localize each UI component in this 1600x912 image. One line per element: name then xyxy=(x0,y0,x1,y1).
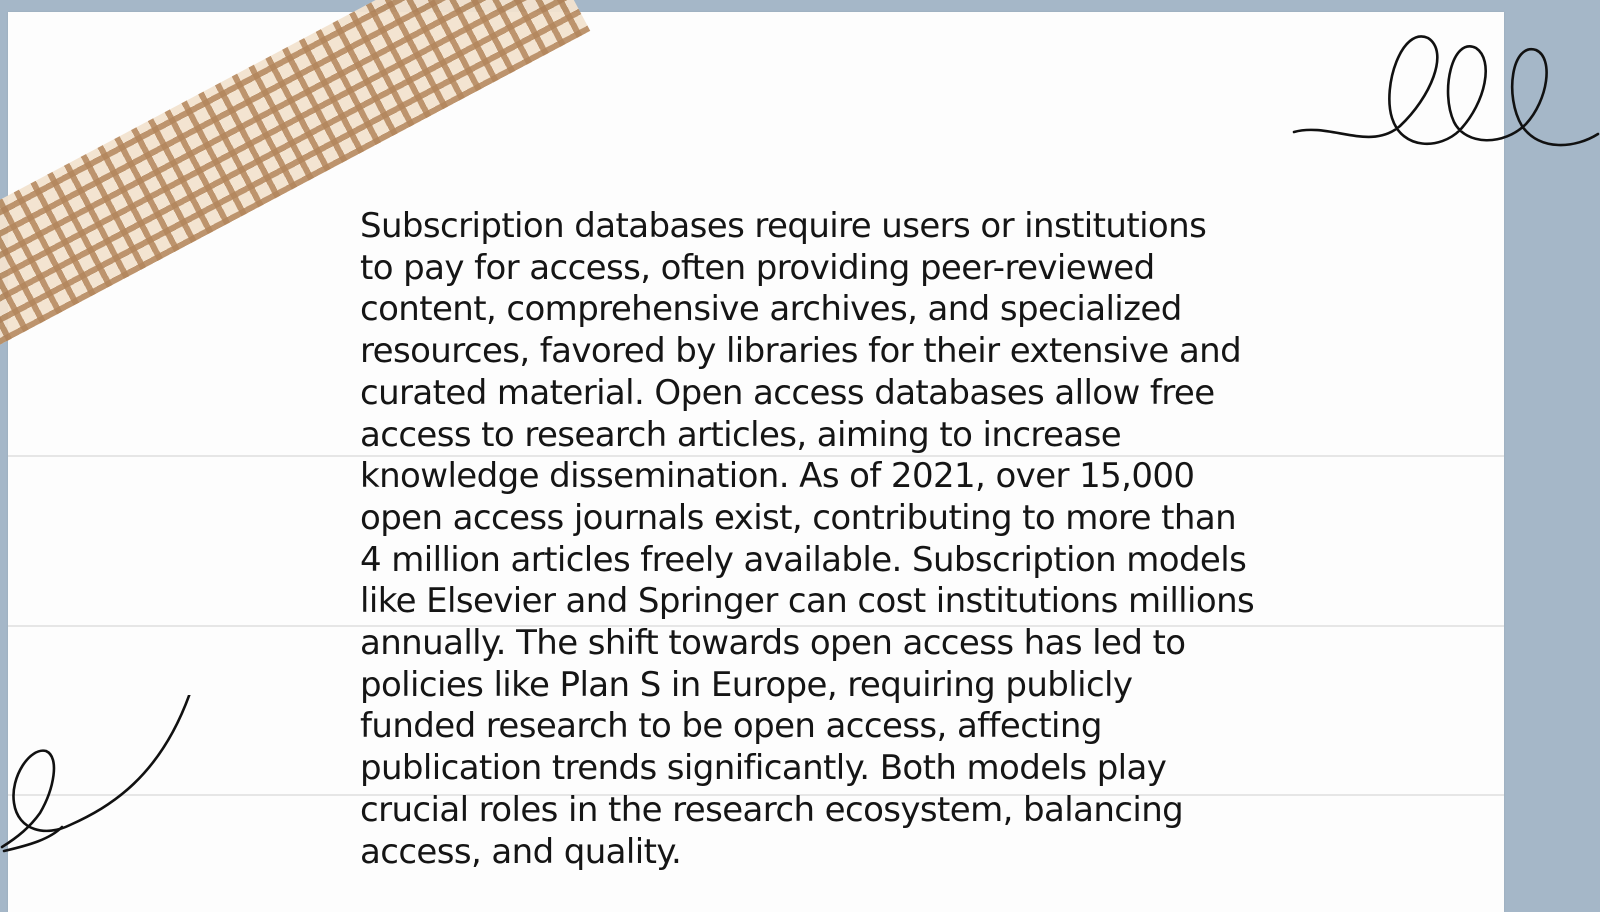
body-text: Subscription databases require users or institutions to pay for access, often providing peer-reviewed content, comprehensive archives, and specialized resources, favored by libraries for their extensive and curated material. Open access databases allow free access to research articles, aiming to increase knowledge dissemination. As of 2021, over 15,000 open access journals exist, contributing to more than 4 million articles freely available. Subscription models like Elsevier and Springer can cost institutions millions annually. The shift towards open access has led to policies like Plan S in Europe, requiring publicly funded research to be open access, affecting publication trends significantly. Both models play crucial roles in the research ecosystem, balancing access, and quality. xyxy=(360,206,1255,872)
loop-doodle-icon xyxy=(1290,30,1600,160)
checkmark-swirl-doodle-icon xyxy=(0,695,200,855)
